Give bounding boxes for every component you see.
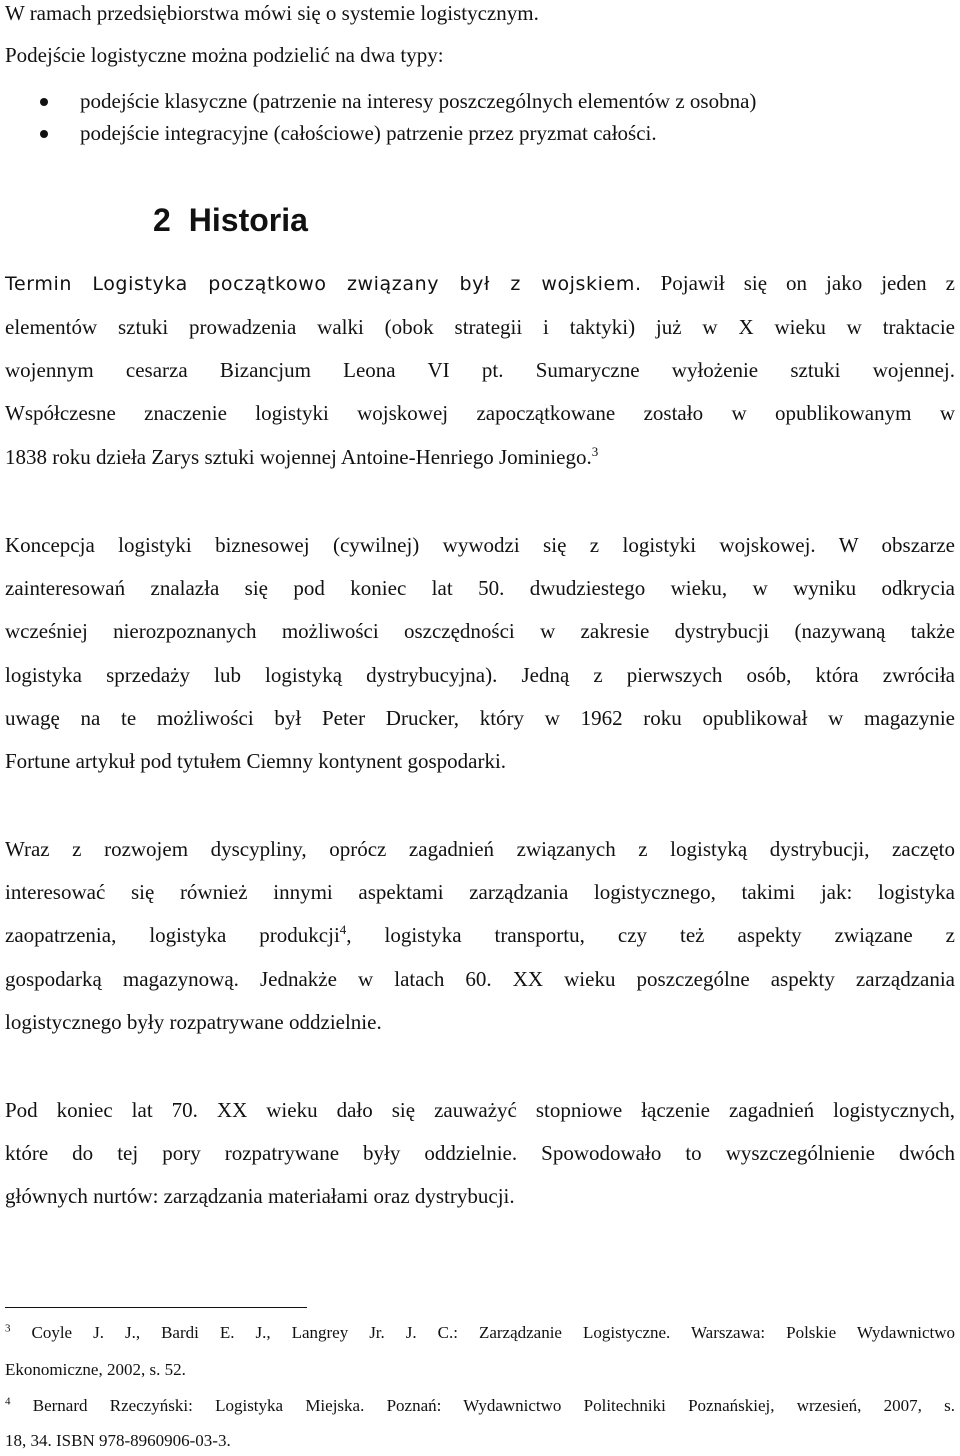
bullet-icon <box>40 130 48 138</box>
paragraph-line: które do tej pory rozpatrywane były oddzielnie. Spowodowało to wyszczególnienie dwóch <box>5 1141 955 1165</box>
paragraph-line: uwagę na te możliwości był Peter Drucker, który w 1962 roku opublikował w magazynie <box>5 706 955 730</box>
footnote-line: Ekonomiczne, 2002, s. 52. <box>5 1360 186 1379</box>
paragraph-line: Współczesne znaczenie logistyki wojskowej zapoczątkowane zostało w opublikowanym w <box>5 401 955 425</box>
bullet-icon <box>40 98 48 106</box>
footnote-line: $^3$ Coyle J. J., Bardi E. J., Langrey Jr. J. C.: Zarządzanie Logistyczne. Warszawa: Polskie Wydawnictwo <box>5 1322 955 1342</box>
paragraph-line: logistyka sprzedaży lub logistyką dystrybucyjna). Jedną z pierwszych osób, która zwróciła <box>5 663 956 687</box>
paragraph-line: zainteresowań znalazła się pod koniec lat 50. dwudziestego wieku, w wyniku odkrycia <box>5 576 955 600</box>
footnote-line: $^4$ Bernard Rzeczyński: Logistyka Miejska. Poznań: Wydawnictwo Politechniki Poznańskiej, wrzesień, 2007, s. <box>5 1395 955 1415</box>
section-title: Historia <box>188 202 308 238</box>
paragraph-line: Termin Logistyka początkowo związany był z wojskiem. Pojawił się on jako jeden z <box>5 271 955 295</box>
intro-line-1: W ramach przedsiębiorstwa mówi się o systemie logistycznym. <box>5 1 539 25</box>
footnote-marker: 3 <box>5 1322 11 1335</box>
paragraph-line: Koncepcja logistyki biznesowej (cywilnej) wywodzi się z logistyki wojskowej. W obszarze <box>5 533 955 557</box>
footnote-line: 18, 34. ISBN 978-8960906-03-3. <box>5 1431 231 1450</box>
footnote-ref: 4 <box>339 922 347 937</box>
section-heading <box>153 200 308 240</box>
paragraph-line: Fortune artykuł pod tytułem Ciemny kontynent gospodarki. <box>5 749 507 773</box>
list-item: podejście integracyjne (całościowe) patrzenie przez pryzmat całości. <box>80 121 657 145</box>
paragraph-line: wojennym cesarza Bizancjum Leona VI pt. Sumaryczne wyłożenie sztuki wojennej. <box>5 358 955 382</box>
paragraph-line: logistycznego były rozpatrywane oddzielnie. <box>5 1010 382 1034</box>
paragraph-line: elementów sztuki prowadzenia walki (obok strategii i taktyki) już w X wieku w traktacie <box>5 315 955 339</box>
paragraph-line: zaopatrzenia, logistyka produkcji$^4$, logistyka transportu, czy też aspekty związane z <box>5 922 955 947</box>
intro-line-2: Podejście logistyczne można podzielić na dwa typy: <box>5 43 444 67</box>
paragraph-line: Wraz z rozwojem dyscypliny, oprócz zagadnień związanych z logistyką dystrybucji, zaczęto <box>5 837 955 861</box>
footnote-divider <box>5 1307 307 1308</box>
footnote-ref: 3 <box>591 444 599 459</box>
list-item: podejście klasyczne (patrzenie na interesy poszczególnych elementów z osobna) <box>80 89 757 113</box>
paragraph-line: 1838 roku dzieła Zarys sztuki wojennej Antoine-Henriego Jominiego.$^3$ <box>5 444 599 469</box>
paragraph-line: wcześniej nierozpoznanych możliwości oszczędności w zakresie dystrybucji (nazywaną także <box>5 619 955 643</box>
footnote-marker: 4 <box>5 1395 11 1408</box>
paragraph-line: interesować się również innymi aspektami zarządzania logistycznego, takimi jak: logistyka <box>5 880 955 904</box>
paragraph-line: Pod koniec lat 70. XX wieku dało się zauważyć stopniowe łączenie zagadnień logistycznych, <box>5 1098 955 1122</box>
section-number: 2 <box>153 202 171 238</box>
paragraph-line: głównych nurtów: zarządzania materiałami oraz dystrybucji. <box>5 1184 515 1208</box>
paragraph-line: gospodarką magazynową. Jednakże w latach 60. XX wieku poszczególne aspekty zarządzania <box>5 967 955 991</box>
